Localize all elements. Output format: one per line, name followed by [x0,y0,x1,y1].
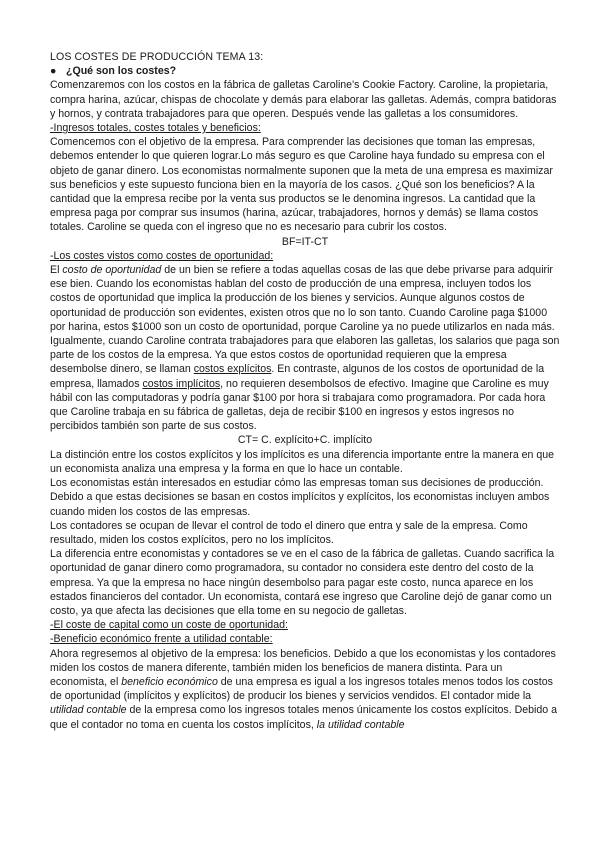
term-costos-implicitos: costos implícitos [142,377,221,390]
term-utilidad-contable: utilidad contable [50,704,127,717]
term-costo-oportunidad: costo de oportunidad [62,264,162,277]
intro-paragraph: Comenzaremos con los costos en la fábrica de galletas Caroline's Cookie Factory. Caroline, la propietaria, compra harina, azúcar, chispas de chocolate y demás para elaborar las galletas. Además, compra batidoras y hornos, y contrata trabajadores para que operen. Después vende las galletas a los consumidores. [50,79,557,120]
paragraph-ingresos: Comencemos con el objetivo de la empresa. Para comprender las decisiones que toman las empresas, debemos entender lo que quieren lograr.Lo más seguro es que Caroline haya fundado su empresa con el objeto de ganar dinero. Los economistas normalmente suponen que la meta de una empresa es maximizar sus beneficios y este supuesto funciona bien en la mayoría de los casos. ¿Qué son los beneficios? A la cantidad que la empresa recibe por la venta sus productos se le denomina ingresos. La cantidad que la empresa paga por comprar sus insumos (harina, azúcar, trabajadores, hornos y demás) se llama costos totales. Caroline se queda con el ingreso que no es necesario para cubrir los costos. [50,136,553,234]
bullet-item [50,64,560,78]
term-beneficio-economico: beneficio económico [121,675,218,688]
term-utilidad-contable-2: la utilidad contable [316,718,405,731]
heading-ingresos: -Ingresos totales, costes totales y beneficios: [50,122,261,135]
paragraph-beneficio: Ahora regresemos al objetivo de la empresa: los beneficios. Debido a que los economistas y los contadores miden los costos de manera diferente, también miden los beneficios de manera distinta. Para un economista, el beneficio económico de una empresa es igual a los ingresos totales menos todos los costos de oportunidad (implícitos y explícitos) de producir los bienes y servicios vendidos. El contador mide la utilidad contable de la empresa como los ingresos totales menos únicamente los costos explícitos. Debido a que el contador no toma en cuenta los costos implícitos, la utilidad contable [50,647,558,731]
term-costos-explicitos: costos explícitos [193,363,272,376]
heading-capital: -El coste de capital como un coste de oportunidad: [50,619,288,632]
formula-costes-totales: CT= C. explícito+C. implícito [237,434,373,447]
heading-beneficio: -Beneficio económico frente a utilidad contable: [50,633,273,646]
paragraph-contadores: Los contadores se ocupan de llevar el control de todo el dinero que entra y sale de la empresa. Como resultado, miden los costos explícitos, pero no los implícitos. [50,519,528,546]
heading-oportunidad: -Los costes vistos como costes de oportunidad: [50,249,274,262]
formula-beneficio: BF=IT-CT [281,235,329,248]
bullet-question: ¿Qué son los costes? [66,65,177,78]
paragraph-diferencia: La diferencia entre economistas y contadores se ve en el caso de la fábrica de galletas. Cuando sacrifica la oportunidad de ganar dinero como programadora, su contador no considera este dentro del costo de la empresa. Ya que la empresa no hace ningún desembolso para pagar este costo, nunca aparece en los estados financieros del contador. Un economista, contará ese ingreso que Caroline dejó de ganar como un costo, ya que afecta las decisiones que ella tome en su negocio de galletas. [50,548,555,617]
paragraph-distincion: La distinción entre los costos explícitos y los implícitos es una diferencia importante entre la manera en que un economista analiza una empresa y la forma en que lo hace un contable. [50,448,555,475]
paragraph-economistas: Los economistas están interesados en estudiar cómo las empresas toman sus decisiones de producción. Debido a que estas decisiones se basan en costos implícitos y explícitos, los economistas incluyen ambos cuando miden los costos de las empresas. [50,477,550,518]
page-title: LOS COSTES DE PRODUCCIÓN TEMA 13: [50,51,264,63]
paragraph-oportunidad: El costo de oportunidad de un bien se refiere a todas aquellas cosas de las que debe privarse para adquirir ese bien. Cuando los economistas hablan del costo de producción de una empresa, incluyen todos los costos de oportunidad que implica la producción de los bienes y servicios. Aunque algunos costos de oportunidad de producción son evidentes, existen otros que no lo son tanto. Cuando Caroline paga $1000 por harina, estos $1000 son un costo de oportunidad, porque Caroline ya no puede utilizarlos en nada más. Igualmente, cuando Caroline contrata trabajadores para que elaboren las galletas, los salarios que paga son parte de los costos de la empresa. Ya que estos costos de oportunidad requieren que la empresa desembolse dinero, se llaman costos explícitos. En contraste, algunos de los costos de oportunidad de la empresa, llamados costos implícitos, no requieren desembolsos de efectivo. Imagine que Caroline es muy hábil con las computadoras y podría ganar $100 por hora si trabajara como programadora. Por cada hora que Caroline trabaja en su fábrica de galletas, deja de recibir $100 en ingresos y estos ingresos no percibidos también son parte de sus costos. [50,264,560,433]
bullet-dot-icon: ● [50,65,57,78]
document-page [50,50,560,732]
